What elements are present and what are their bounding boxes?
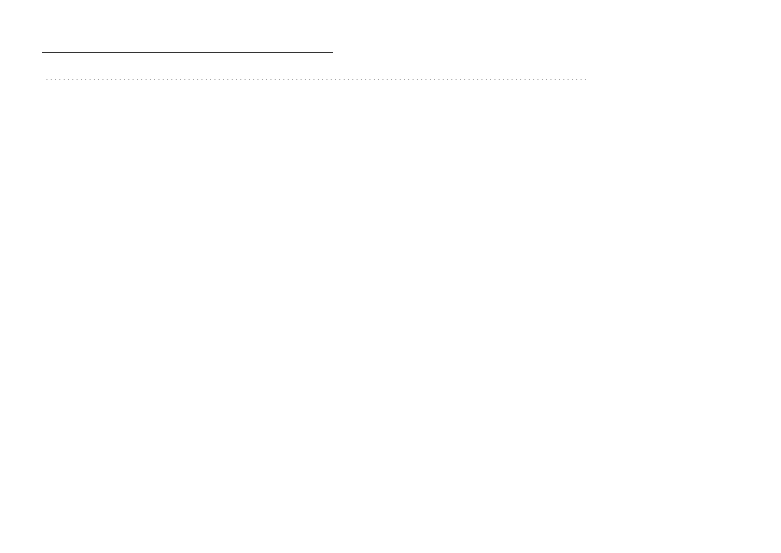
header-rule [42,52,333,53]
intro-body [453,341,743,352]
running-head [42,39,332,50]
leader-dots: .............................................................................................................................. [46,74,589,82]
decorative-burst-graphic [485,62,675,272]
table-of-contents [42,66,589,84]
toc-end-row [42,74,589,84]
